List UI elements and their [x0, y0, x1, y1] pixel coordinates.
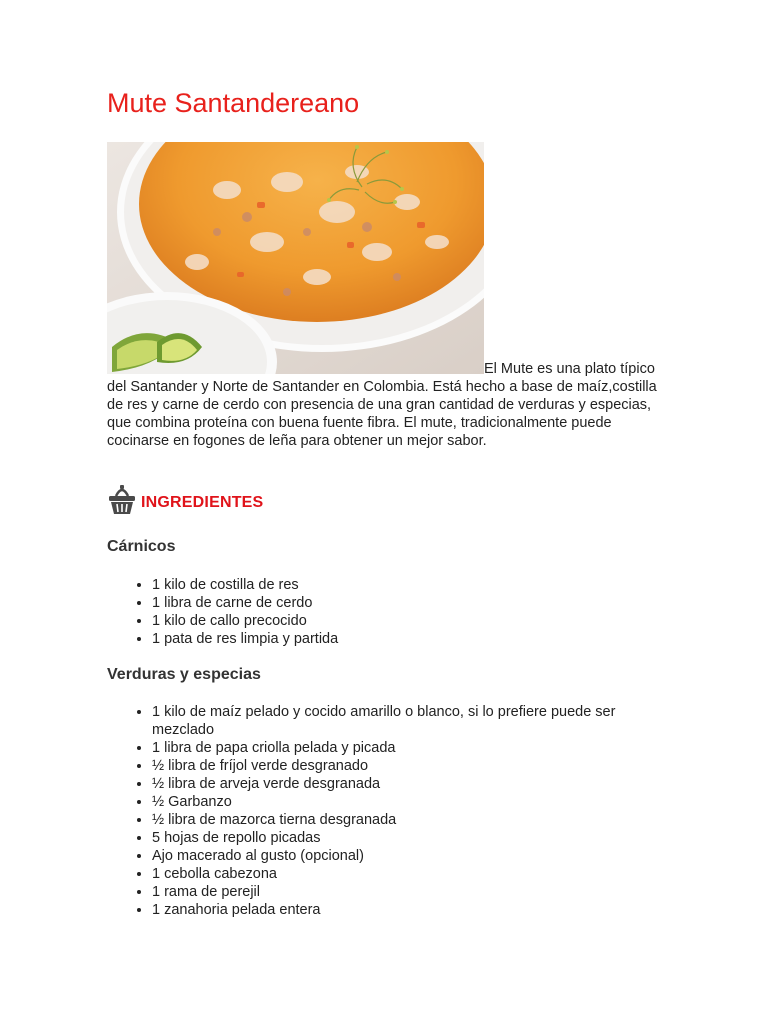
list-item: • 1 libra de papa criolla pelada y picada — [152, 739, 652, 757]
list-item: • 1 rama de perejil — [152, 883, 652, 901]
soup-bowl-photo — [107, 142, 484, 374]
page-title: Mute Santandereano — [107, 88, 360, 118]
section-heading-carnicos: Cárnicos — [107, 538, 176, 555]
list-item: • ½ libra de mazorca tierna desgranada — [152, 811, 652, 829]
list-item: • ½ libra de arveja verde desgranada — [152, 775, 652, 793]
basket-icon — [107, 484, 137, 521]
ingredients-label: INGREDIENTES — [141, 493, 264, 511]
list-item: • 1 kilo de maíz pelado y cocido amarillo o blanco, si lo prefiere puede ser mezclado — [152, 703, 652, 739]
list-item: • 1 cebolla cabezona — [152, 865, 652, 883]
list-item: • ½ libra de fríjol verde desgranado — [152, 757, 652, 775]
intro-paragraph — [107, 360, 667, 450]
intro-first-line: El Mute es una plato típico — [484, 361, 655, 377]
section-heading-verduras: Verduras y especias — [107, 666, 261, 683]
list-item: • 1 libra de carne de cerdo — [152, 594, 652, 612]
list-item: • ½ Garbanzo — [152, 793, 652, 811]
list-item: • 5 hojas de repollo picadas — [152, 829, 652, 847]
list-item: • Ajo macerado al gusto (opcional) — [152, 847, 652, 865]
ingredients-heading — [107, 484, 263, 521]
intro-body: del Santander y Norte de Santander en Colombia. Está hecho a base de maíz,costilla de res y carne de cerdo con presencia de una gran cantidad de verduras y especias, que combina proteína con buena fuente fibra. El mute, tradicionalmente puede cocinarse en fogones de leña para obtener un mejor sabor. — [107, 379, 657, 449]
list-item: • 1 kilo de callo precocido — [152, 612, 652, 630]
list-item: • 1 pata de res limpia y partida — [152, 630, 652, 648]
carnicos-list — [107, 576, 652, 648]
list-item: • 1 zanahoria pelada entera — [152, 901, 652, 919]
soup-photo-illustration — [107, 142, 484, 374]
list-item: • 1 kilo de costilla de res — [152, 576, 652, 594]
verduras-list — [107, 703, 652, 919]
